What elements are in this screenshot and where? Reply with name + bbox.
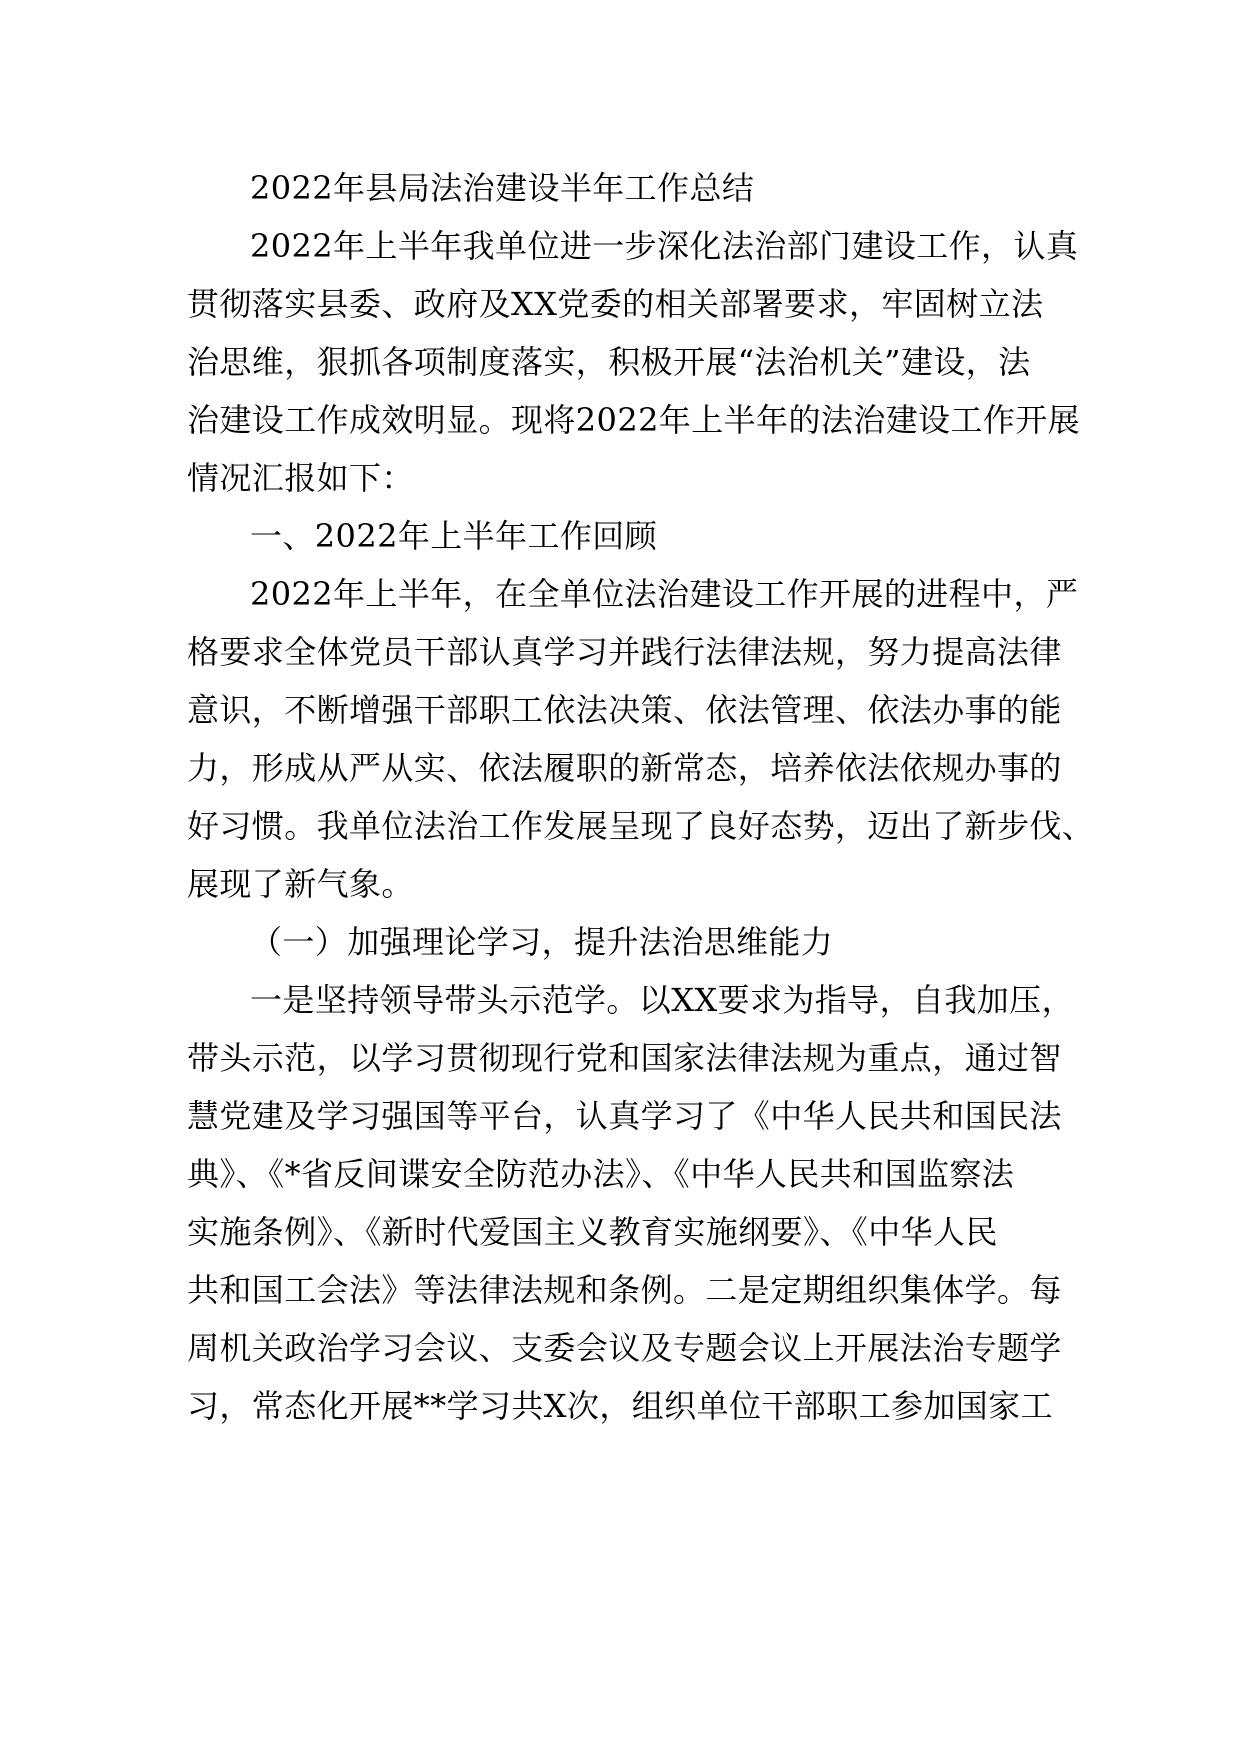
paragraph-line: 治思维，狠抓各项制度落实，积极开展“法治机关”建设，法 bbox=[187, 343, 1031, 381]
paragraph-line: 展现了新气象。 bbox=[187, 865, 414, 903]
paragraph-line: 周机关政治学习会议、支委会议及专题会议上开展法治专题学 bbox=[187, 1329, 1062, 1367]
paragraph-line: 实施条例》、《新时代爱国主义教育实施纲要》、《中华人民 bbox=[187, 1213, 998, 1251]
paragraph-line: 好习惯。我单位法治工作发展呈现了良好态势，迈出了新步伐、 bbox=[187, 807, 1095, 845]
paragraph-line: 慧党建及学习强国等平台，认真学习了《中华人民共和国民法 bbox=[187, 1097, 1062, 1135]
section-heading: 一、2022年上半年工作回顾 bbox=[250, 517, 658, 555]
paragraph-line: 格要求全体党员干部认真学习并践行法律法规，努力提高法律 bbox=[187, 633, 1062, 671]
paragraph-line: 2022年上半年，在全单位法治建设工作开展的进程中，严 bbox=[250, 575, 1079, 613]
paragraph-line: 带头示范，以学习贯彻现行党和国家法律法规为重点，通过智 bbox=[187, 1039, 1062, 1077]
paragraph-line: 力，形成从严从实、依法履职的新常态，培养依法依规办事的 bbox=[187, 749, 1062, 787]
paragraph-line: 治建设工作成效明显。现将2022年上半年的法治建设工作开展 bbox=[187, 401, 1081, 439]
paragraph-line: 2022年上半年我单位进一步深化法治部门建设工作，认真 bbox=[250, 227, 1079, 265]
paragraph-line: 意识，不断增强干部职工依法决策、依法管理、依法办事的能 bbox=[187, 691, 1062, 729]
paragraph-line: 贯彻落实县委、政府及XX党委的相关部署要求，牢固树立法 bbox=[187, 285, 1044, 323]
paragraph-line: 情况汇报如下： bbox=[187, 459, 414, 497]
paragraph-line: 共和国工会法》等法律法规和条例。二是定期组织集体学。每 bbox=[187, 1271, 1062, 1309]
paragraph-line: 一是坚持领导带头示范学。以XX要求为指导，自我加压， bbox=[250, 981, 1074, 1019]
subsection-heading: （一）加强理论学习，提升法治思维能力 bbox=[250, 923, 834, 961]
paragraph-line: 典》、《*省反间谍安全防范办法》、《中华人民共和国监察法 bbox=[187, 1155, 1015, 1193]
document-title: 2022年县局法治建设半年工作总结 bbox=[250, 169, 755, 207]
paragraph-line: 习，常态化开展**学习共X次，组织单位干部职工参加国家工 bbox=[187, 1387, 1053, 1425]
